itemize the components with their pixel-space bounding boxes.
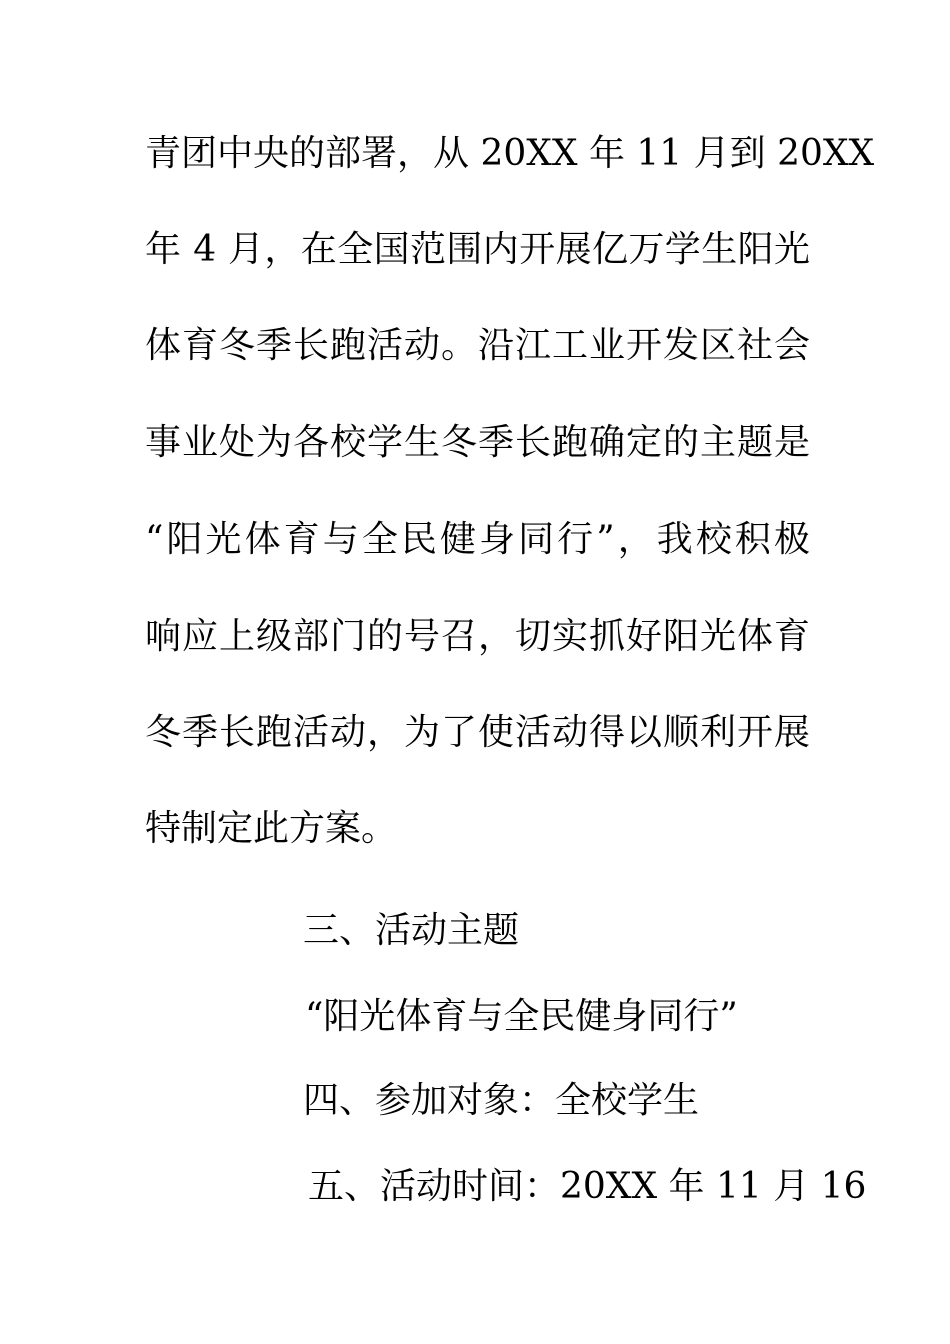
paragraph-line-7: 冬季长跑活动，为了使活动得以顺利开展 (145, 712, 810, 753)
paragraph-line-4: 事业处为各校学生冬季长跑确定的主题是 (145, 422, 810, 463)
paragraph-line-5: “阳光体育与全民健身同行”，我校积极 (145, 519, 810, 560)
section-4-participants: 四、参加对象：全校学生 (303, 1080, 700, 1121)
section-3-theme: “阳光体育与全民健身同行” (305, 996, 738, 1037)
section-5-time: 五、活动时间：20XX 年 11 月 16 (308, 1166, 867, 1207)
paragraph-line-8: 特制定此方案。 (145, 808, 398, 849)
paragraph-line-3: 体育冬季长跑活动。沿江工业开发区社会 (145, 325, 810, 366)
paragraph-line-6: 响应上级部门的号召，切实抓好阳光体育 (145, 616, 810, 657)
paragraph-line-1: 青团中央的部署，从 20XX 年 11 月到 20XX (145, 133, 875, 174)
section-3-heading: 三、活动主题 (303, 910, 520, 951)
paragraph-line-2: 年 4 月，在全国范围内开展亿万学生阳光 (145, 229, 810, 270)
